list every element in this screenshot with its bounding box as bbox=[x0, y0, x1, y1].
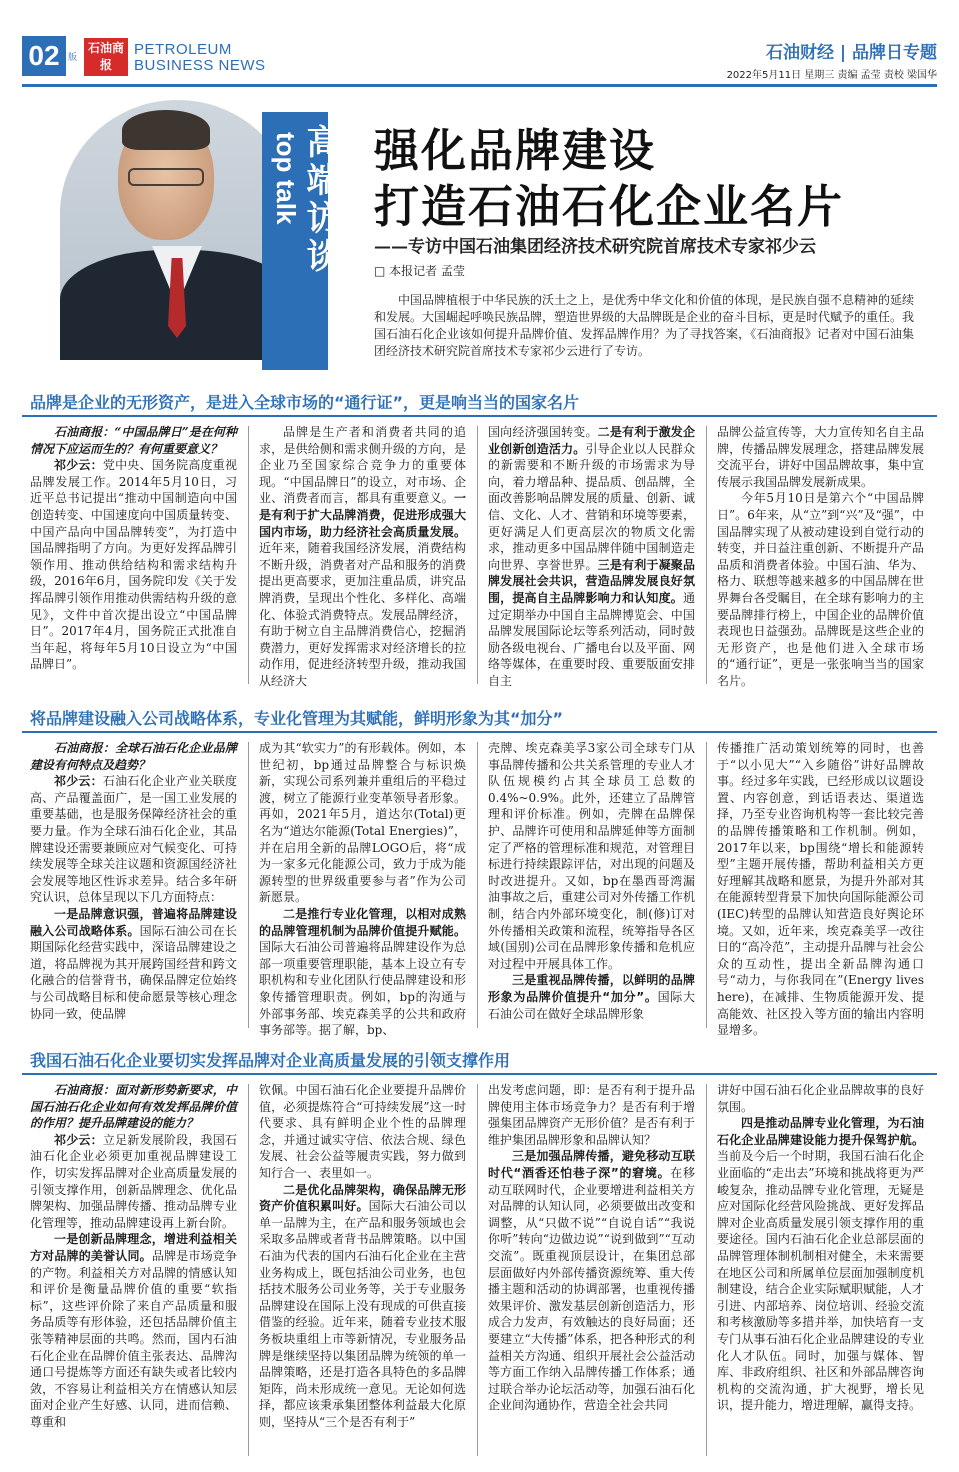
section-rule-1 bbox=[22, 415, 937, 417]
interviewee-portrait bbox=[60, 100, 295, 348]
top-talk-calligraphy: 高端访谈 bbox=[300, 124, 340, 276]
portrait-glasses bbox=[128, 168, 204, 186]
article-column: 石油商报：全球石油石化企业品牌建设有何特点及趋势？ 祁少云：石油石化企业产业关联度高、产品覆盖面广，是一国工业发展的重要基础，也是服务保障经济社会的重要力量。作为全球石油石化企业，其品牌建设还需要兼顾应对气候变化、可持续发展等全球关注议题和资源国经济社会发展等地区性诉求差异。结合多年研究认识，总体呈现以下几方面特点： 一是品牌意识强，普遍将品牌建设融入公司战略体系。国际石油公司在长期国际化经营实践中，深谙品牌建设之道，将品牌视为其开展跨国经营和跨文化融合的信誉背书，确保品牌定位始终与公司战略目标和使命愿景等核心理念协同一致，使品牌 bbox=[30, 741, 237, 1021]
article-column: 壳牌、埃克森美孚3家公司全球专门从事品牌传播和公共关系管理的专业人才队伍规模约占其全球员工总数的0.4%~0.9%。此外，还建立了品牌管理和评价标准。例如，壳牌在品牌保护、品牌许可使用和品牌延伸等方面制定了严格的管理标准和规范，对管理目标进行持续跟踪评估，对出现的问题及时改进提升。又如，bp在墨西哥湾漏油事故之后，重建公司对外传播工作机制，结合内外部环境变化，制(修)订对外传播相关政策和流程，统筹指导各区域(国别)公司在品牌形象传播和危机应对过程中开展具体工作。 三是重视品牌传播，以鲜明的品牌形象为品牌价值提升“加分”。国际大石油公司在做好全球品牌形象 bbox=[488, 741, 695, 1021]
masthead-rule bbox=[22, 84, 937, 87]
column-divider bbox=[477, 1084, 478, 1456]
article-column: 石油商报：“中国品牌日”是在何种情况下应运而生的？有何重要意义？ 祁少云：党中央、国务院高度重视品牌发展工作。2014年5月10日，习近平总书记提出“推动中国制造向中国创造转变、中国速度向中国质量转变、中国产品向中国品牌转变”，为打造中国品牌指明了方向。为更好发挥品牌引领作用、推动供给结构和需求结构升级，2016年6月，国务院印发《关于发挥品牌引领作用推动供需结构升级的意见》，文件中首次提出设立“中国品牌日”。2017年4月，国务院正式批准自当年起，将每年5月10日设立为“中国品牌日”。 bbox=[30, 425, 237, 672]
article-column: 品牌公益宣传等，大力宣传知名自主品牌，传播品牌发展理念，搭建品牌发展交流平台，讲好中国品牌故事，集中宣传展示我国品牌发展新成果。 今年5月10日是第六个“中国品牌日”。6年来，从“立”到“兴”及“强”，中国品牌实现了从被动建设到自觉行动的转变，并日益注重创新、不断提升产品品质和消费者体验。中国石油、华为、格力、联想等越来越多的中国品牌在世界舞台各受瞩目，在全球有影响力的主要品牌排行榜上，中国企业的品牌价值表现也日益强劲。品牌既是这些企业的无形资产，也是他们进入全球市场的“通行证”，更是一张张响当当的国家名片。 bbox=[717, 425, 924, 688]
section-rule-2 bbox=[22, 731, 937, 733]
article-column: 品牌是生产者和消费者共同的追求，是供给侧和需求侧升级的方向，是企业乃至国家综合竞争力的重要体现。“中国品牌日”的设立，对市场、企业、消费者而言，都具有重要意义。一是有利于扩大品牌消费，促进形成强大国内市场，助力经济社会高质量发展。近年来，随着我国经济发展，消费结构不断升级，消费者对产品和服务的消费提出更高要求，更加注重品质，讲究品牌消费，呈现出个性化、多样化、高端化、体验式消费特点。发展品牌经济，有助于树立自主品牌消费信心，挖掘消费潜力，更好发挥需求对经济增长的拉动作用，促进经济转型升级，推动我国从经济大 bbox=[259, 425, 466, 688]
dateline: 2022年5月11日 星期三 责编 孟莹 责校 梁国华 bbox=[726, 70, 937, 81]
article-column: 国向经济强国转变。二是有利于激发企业创新创造活力。引导企业以人民群众的新需要和不断升级的市场需求为导向，着力增品种、提品质、创品牌，全面改善影响品牌发展的质量、创新、诚信、文化、人才、营销和环境等要素，更好满足人们更高层次的物质文化需求，推动更多中国品牌伴随中国制造走向世界、享誉世界。三是有利于凝聚品牌发展社会共识，营造品牌发展良好氛围，提高自主品牌影响力和认知度。通过定期举办中国自主品牌博览会、中国品牌发展国际论坛等系列活动，同时鼓励各级电视台、广播电台以及平面、网络等媒体，在重要时段、重要版面安排自主 bbox=[488, 425, 695, 688]
newspaper-name bbox=[134, 42, 266, 74]
column-divider bbox=[477, 426, 478, 684]
section-heading-1: 品牌是企业的无形资产，是进入全球市场的“通行证”，更是响当当的国家名片 bbox=[30, 393, 580, 412]
lead-paragraph: 中国品牌植根于中华民族的沃土之上，是优秀中华文化和价值的体现，是民族自强不息精神的延续和发展。大国崛起呼唤民族品牌，塑造世界级的大品牌既是企业的奋斗目标，更是时代赋予的重任。我国石油石化企业该如何提升品牌价值、发挥品牌作用？为了寻找答案，《石油商报》记者对中国石油集团经济技术研究院首席技术专家祁少云进行了专访。 bbox=[374, 293, 915, 358]
article-column: 出发考虑问题，即：是否有利于提升品牌使用主体市场竞争力？是否有利于增强集团品牌资产无形价值？是否有利于维护集团品牌形象和品牌认知？ 三是加强品牌传播，避免移动互联时代“酒香还怕巷子深”的窘境。在移动互联网时代，企业要增进利益相关方对品牌的认知认同，必须要做出改变和调整，从“只做不说”“自说自话”“我说你听”转向“边做边说”“说到做到”“互动交流”。既重视顶层设计，在集团总部层面做好内外部传播资源统筹、重大传播主题和活动的协调部署，也重视传播效果评价、激发基层创新创造活力，形成合力发声，有效触达的良好局面；还要建立“大传播”体系，把各种形式的利益相关方沟通、组织开展社会公益活动等方面工作纳入品牌传播工作体系；通过联合举办论坛活动等，加强石油石化企业间沟通协作，营造全社会共同 bbox=[488, 1083, 695, 1413]
section-label: 石油财经 | 品牌日专题 bbox=[765, 43, 937, 63]
column-divider bbox=[706, 426, 707, 684]
column-divider bbox=[248, 742, 249, 1028]
section-rule-3 bbox=[22, 1073, 937, 1075]
column-divider bbox=[706, 742, 707, 1028]
article-column: 讲好中国石油石化企业品牌故事的良好氛围。 四是推动品牌专业化管理，为石油石化企业品牌建设能力提升保驾护航。当前及今后一个时期，我国石油石化企业面临的“走出去”环境和挑战将更为严峻复杂，推动品牌专业化管理，无疑是应对国际化经营风险挑战、更好发挥品牌对企业高质量发展引领支撑作用的重要途径。国内石油石化企业总部层面的品牌管理体制机制相对健全，未来需要在地区公司和所属单位层面加强制度机制建设，结合企业实际赋职赋能，人才引进、内部培养、岗位培训、经验交流和考核激励等多措并举，加快培育一支专门从事石油石化企业品牌建设的专业化人才队伍。同时，加强与媒体、智库、非政府组织、社区和外部品牌咨询机构的交流沟通，扩大视野，增长见识，提升能力，增进理解，赢得支持。 bbox=[717, 1083, 924, 1413]
subheadline: ——专访中国石油集团经济技术研究院首席技术专家祁少云 bbox=[374, 237, 816, 257]
article-column: 钦佩。中国石油石化企业要提升品牌价值，必须提炼符合“可持续发展”这一时代要求、具有鲜明企业个性的品牌理念，并通过诚实守信、依法合规、绿色发展、社会公益等履责实践，努力做到知行合一、表里如一。 二是优化品牌架构，确保品牌无形资产价值积累叫好。国际大石油公司以单一品牌为主，在产品和服务领域也会采取多品牌或者背书品牌策略。以中国石油为代表的国内石油石化企业在主营业务构成上，既包括油公司业务，也包括技术服务公司业务等，关于专业服务品牌建设在国际上没有现成的可供直接借鉴的经验。近年来，随着专业技术服务板块重组上市等新情况，专业服务品牌是继续坚持以集团品牌为统领的单一品牌策略，还是打造各具特色的多品牌矩阵，尚未形成统一意见。无论如何选择，都应该秉承集团整体利益最大化原则，坚持从“三个是否有利于” bbox=[259, 1083, 466, 1429]
top-talk-band bbox=[262, 112, 340, 370]
headline-line1: 强化品牌建设 bbox=[374, 124, 657, 177]
page-number: 02 bbox=[22, 36, 66, 76]
article-column: 传播推广活动策划统筹的同时，也善于“以小见大”“入乡随俗”讲好品牌故事。经过多年实践，已经形成以议题设置、内容创意，到话语表达、渠道选择，乃至专业咨询机构等一套比较完善的品牌传播策略和工作机制。例如，2017年以来，bp围绕“增长和能源转型”主题开展传播，帮助利益相关方更好理解其战略和愿景，为提升外部对其在能源转型背景下加快向国际能源公司(IEC)转型的品牌认知营造良好舆论环境。又如，近年来，埃克森美孚一改往日的“高冷范”，主动提升品牌与社会公众的互动性，提出全新品牌沟通口号“动力，与你我同在”(Energy lives here)，在减排、生物质能源开发、提高能效、社区投入等方面的输出内容明显增多。 bbox=[717, 741, 924, 1038]
section-heading-2: 将品牌建设融入公司战略体系，专业化管理为其赋能，鲜明形象为其“加分” bbox=[30, 709, 564, 728]
section-heading-3: 我国石油石化企业要切实发挥品牌对企业高质量发展的引领支撑作用 bbox=[30, 1051, 511, 1070]
byline: □ 本报记者 孟莹 bbox=[374, 264, 465, 278]
article-column: 成为其“软实力”的有形载体。例如，本世纪初，bp通过品牌整合与标识焕新，实现公司系列兼并重组后的平稳过渡，树立了能源行业变革领导者形象。再如，2021年5月，道达尔(Total)更名为“道达尔能源(Total Energies)”，并在启用全新的品牌LOGO后，将“成为一家多元化能源公司，致力于成为能源转型的世界级重要参与者”作为公司新愿景。 二是推行专业化管理，以相对成熟的品牌管理机制为品牌价值提升赋能。国际大石油公司普遍将品牌建设作为总部一项重要管理职能，基本上设立有专职机构和专业化团队行使品牌建设和形象传播管理职责。例如，bp的沟通与外部事务部、埃克森美孚的公共和政府事务部等。据了解，bp、 bbox=[259, 741, 466, 1038]
column-divider bbox=[477, 742, 478, 1028]
column-divider bbox=[248, 426, 249, 684]
page-number-suffix: 版 bbox=[68, 53, 78, 63]
headline-line2: 打造石油石化企业名片 bbox=[374, 180, 845, 233]
column-divider bbox=[706, 1084, 707, 1456]
newspaper-name-line2: BUSINESS NEWS bbox=[134, 57, 266, 74]
newspaper-name-line1: PETROLEUM bbox=[134, 41, 232, 58]
column-divider bbox=[248, 1084, 249, 1456]
article-column: 石油商报：面对新形势新要求，中国石油石化企业如何有效发挥品牌价值的作用？提升品牌建设的能力？ 祁少云：立足新发展阶段，我国石油石化企业必须更加重视品牌建设工作，切实发挥品牌对企业高质量发展的引领支撑作用，创新品牌理念、优化品牌架构、加强品牌传播、推动品牌专业化管理等，推动品牌建设再上新台阶。 一是创新品牌理念，增进利益相关方对品牌的美誉认同。品牌是市场竞争的产物。利益相关方对品牌的情感认知和评价是衡量品牌价值的重要“软指标”，这些评价除了来自产品质量和服务品质等有形体验，还包括品牌价值主张等精神层面的共鸣。然而，国内石油石化企业在品牌价值主张表达、品牌沟通口号提炼等方面还有缺失或者比较内敛，不容易让利益相关方在情感认知层面对企业产生好感、认同，进而信赖、尊重和 bbox=[30, 1083, 237, 1429]
portrait-hair bbox=[122, 110, 210, 150]
newspaper-logo: 石油商报 bbox=[84, 38, 128, 76]
top-talk-label: top talk bbox=[271, 132, 301, 225]
